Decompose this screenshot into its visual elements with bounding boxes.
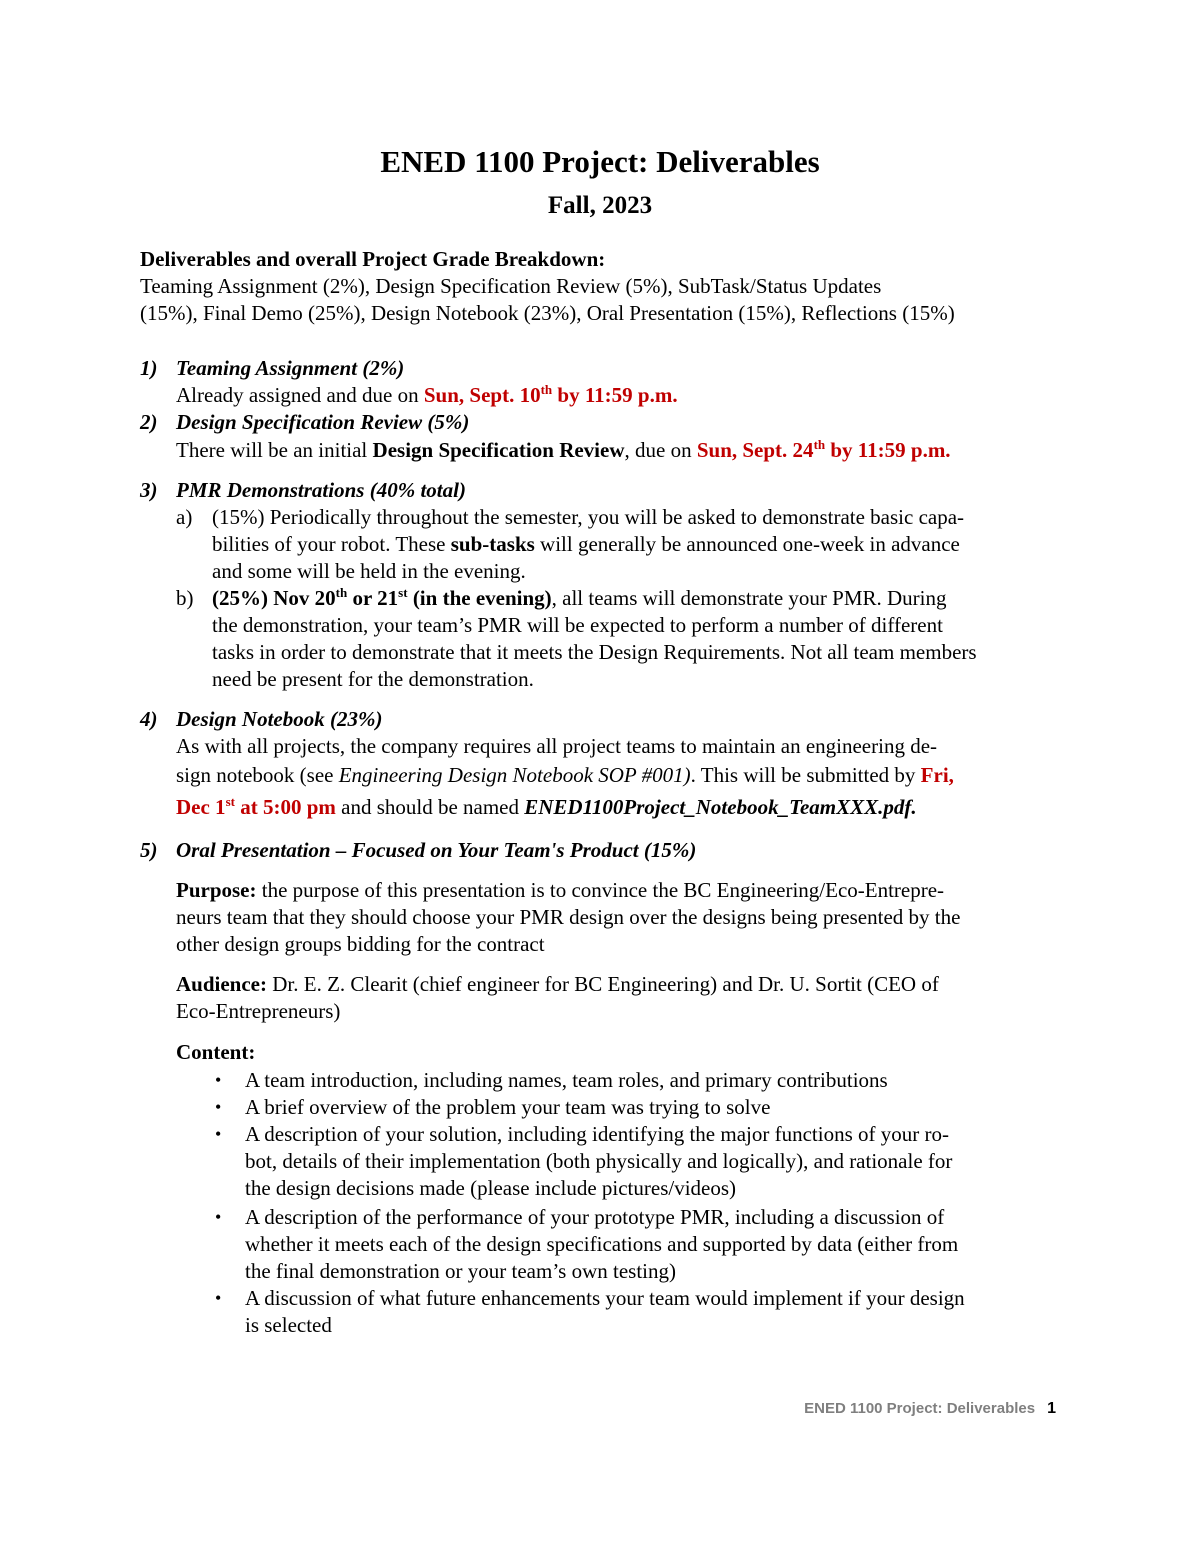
section-1-text: Already assigned and due on Sun, Sept. 10th by 11:59 p.m.	[176, 382, 678, 407]
breakdown-line-1: Teaming Assignment (2%), Design Specification Review (5%), SubTask/Status Updates	[140, 274, 882, 298]
page-footer	[804, 1395, 1056, 1422]
section-4-line-1: As with all projects, the company requires all project teams to maintain an engineering de-	[176, 734, 938, 758]
section-3b-label: b)	[176, 586, 194, 610]
section-4-line-2: sign notebook (see Engineering Design Notebook SOP #001). This will be submitted by Fri,	[176, 763, 954, 787]
section-5-number: 5)	[140, 838, 158, 862]
section-3b-line-1: (25%) Nov 20th or 21st (in the evening), all teams will demonstrate your PMR. During	[212, 585, 947, 610]
bullet-1: A team introduction, including names, team roles, and primary contributions	[245, 1068, 888, 1092]
section-3a-line-3: and some will be held in the evening.	[212, 559, 526, 583]
bullet-5-line-1: A discussion of what future enhancements your team would implement if your design	[245, 1286, 965, 1310]
section-5-heading: Oral Presentation – Focused on Your Team's Product (15%)	[176, 838, 697, 862]
section-3a-line-2: bilities of your robot. These sub-tasks will generally be announced one-week in advance	[212, 532, 960, 556]
bullet-2: A brief overview of the problem your team was trying to solve	[245, 1095, 771, 1119]
breakdown-heading: Deliverables and overall Project Grade Breakdown:	[140, 247, 606, 271]
document-title: ENED 1100 Project: Deliverables	[380, 144, 820, 179]
section-2-number: 2)	[140, 410, 158, 434]
section-3a-label: a)	[176, 505, 193, 529]
bullet-dot: •	[215, 1124, 222, 1144]
audience-line-1: Audience: Dr. E. Z. Clearit (chief engineer for BC Engineering) and Dr. U. Sortit (CEO of	[176, 972, 939, 996]
bullet-5-line-2: is selected	[245, 1313, 332, 1337]
content-label: Content:	[176, 1040, 256, 1064]
breakdown-line-2: (15%), Final Demo (25%), Design Notebook (23%), Oral Presentation (15%), Reflections (15%)	[140, 301, 955, 325]
bullet-dot: •	[215, 1097, 222, 1117]
section-3a-line-1: (15%) Periodically throughout the semester, you will be asked to demonstrate basic capa-	[212, 505, 965, 529]
bullet-4-line-3: the final demonstration or your team’s own testing)	[245, 1259, 676, 1283]
section-1-number: 1)	[140, 356, 158, 380]
section-3b-line-3: tasks in order to demonstrate that it meets the Design Requirements. Not all team members	[212, 640, 977, 664]
section-3-number: 3)	[140, 478, 158, 502]
bullet-4-line-1: A description of the performance of your prototype PMR, including a discussion of	[245, 1205, 945, 1229]
bullet-dot: •	[215, 1288, 222, 1308]
section-2-heading: Design Specification Review (5%)	[176, 410, 470, 434]
purpose-line-1: Purpose: the purpose of this presentation is to convince the BC Engineering/Eco-Entrepre-	[176, 878, 945, 902]
section-4-number: 4)	[140, 707, 158, 731]
section-2-text: There will be an initial Design Specification Review, due on Sun, Sept. 24th by 11:59 p.m.	[176, 437, 951, 462]
footer-title: ENED 1100 Project: Deliverables	[804, 1400, 1036, 1417]
page-number: 1	[1047, 1400, 1056, 1417]
bullet-3-line-2: bot, details of their implementation (both physically and logically), and rationale for	[245, 1149, 953, 1173]
bullet-3-line-1: A description of your solution, including identifying the major functions of your ro-	[245, 1122, 949, 1146]
bullet-dot: •	[215, 1070, 222, 1090]
section-1-heading: Teaming Assignment (2%)	[176, 356, 405, 380]
bullet-3-line-3: the design decisions made (please include pictures/videos)	[245, 1176, 737, 1200]
section-3b-line-4: need be present for the demonstration.	[212, 667, 534, 691]
section-4-heading: Design Notebook (23%)	[176, 707, 383, 731]
bullet-dot: •	[215, 1207, 222, 1227]
section-3b-line-2: the demonstration, your team’s PMR will be expected to perform a number of different	[212, 613, 943, 637]
section-3-heading: PMR Demonstrations (40% total)	[176, 478, 466, 502]
purpose-line-3: other design groups bidding for the contract	[176, 932, 545, 956]
bullet-4-line-2: whether it meets each of the design specifications and supported by data (either from	[245, 1232, 959, 1256]
purpose-line-2: neurs team that they should choose your PMR design over the designs being presented by the	[176, 905, 961, 929]
section-4-line-3: Dec 1st at 5:00 pm and should be named ENED1100Project_Notebook_TeamXXX.pdf.	[176, 794, 917, 819]
audience-line-2: Eco-Entrepreneurs)	[176, 999, 341, 1023]
document-subtitle: Fall, 2023	[547, 192, 653, 219]
